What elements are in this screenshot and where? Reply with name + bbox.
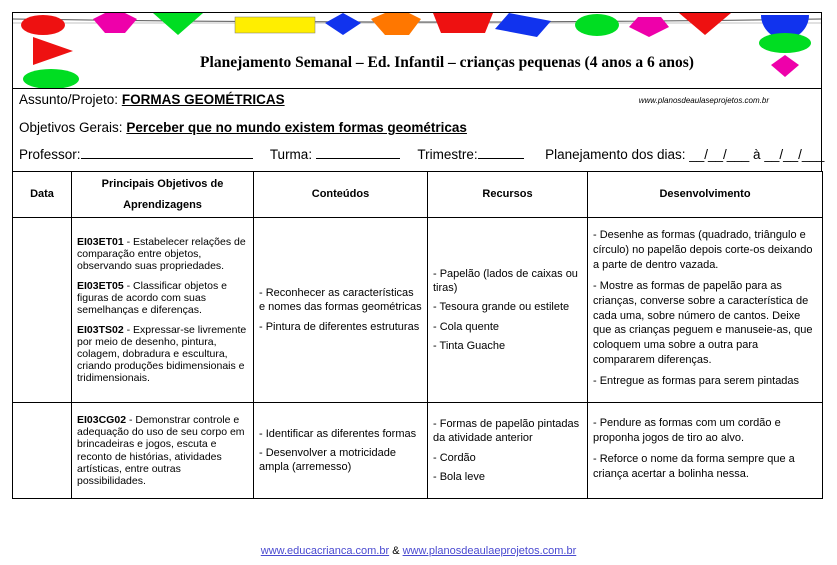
orange-hexagon-shape <box>371 13 421 35</box>
content-item: - Desenvolver a motricidade ampla (arremesso) <box>259 446 396 474</box>
subject-row <box>19 92 285 107</box>
resource-item: - Papelão (lados de caixas ou tiras) <box>433 267 578 295</box>
subject-label: Assunto/Projeto: <box>19 92 119 107</box>
footer-separator: & <box>389 545 403 557</box>
date-cell[interactable] <box>13 218 72 403</box>
resources-cell <box>428 403 588 499</box>
objectives-label: Objetivos Gerais: <box>19 120 123 135</box>
table-row <box>13 403 823 499</box>
resource-item: - Formas de papelão pintadas da atividade anterior <box>433 417 580 445</box>
planning-label: Planejamento dos dias: <box>545 147 686 162</box>
footer-link-educacrianca[interactable]: www.educacrianca.com.br <box>260 545 390 557</box>
red-flag-triangle-shape <box>33 37 73 65</box>
planning-table <box>12 171 823 499</box>
resource-item: - Cordão <box>433 451 476 464</box>
green-oval-shape <box>575 14 619 36</box>
development-item: - Reforce o nome da forma sempre que a criança acertar a bolinha nessa. <box>593 453 795 480</box>
contents-cell <box>254 403 428 499</box>
class-field[interactable] <box>316 147 400 159</box>
resource-item: - Bola leve <box>433 470 485 483</box>
content-item: - Reconhecer as características e nomes das formas geométricas <box>259 287 422 314</box>
header-resources: Recursos <box>428 172 588 218</box>
header-objectives: Principais Objetivos de Aprendizagens <box>72 172 254 218</box>
planning-dates-field[interactable]: __/__/___ à __/__/___ <box>689 147 825 162</box>
development-item: - Entregue as formas para serem pintadas <box>593 374 800 387</box>
blue-diamond-shape <box>325 13 361 35</box>
red-triangle-shape <box>679 13 731 35</box>
objectives-row <box>19 120 467 135</box>
site-watermark: www.planosdeaulaseprojetos.com.br <box>638 96 769 105</box>
resource-item: - Tinta Guache <box>433 339 506 352</box>
footer-link-planos[interactable]: www.planosdeaulaeprojetos.com.br <box>402 545 577 557</box>
teacher-field[interactable] <box>81 147 253 159</box>
red-circle-shape <box>21 15 65 35</box>
header-development: Desenvolvimento <box>588 172 823 218</box>
table-header-row <box>13 172 823 218</box>
development-item: - Pendure as formas com um cordão e proponha jogos de tiro ao alvo. <box>593 417 781 445</box>
blue-parallelogram-shape <box>495 13 551 37</box>
contents-cell <box>254 218 428 403</box>
objectives-cell <box>72 403 254 499</box>
date-cell[interactable] <box>13 403 72 499</box>
green-triangle-shape <box>153 13 203 35</box>
header-contents: Conteúdos <box>254 172 428 218</box>
quarter-field[interactable] <box>478 147 524 159</box>
development-cell <box>588 403 823 499</box>
magenta-hexagon-shape <box>93 13 137 33</box>
objectives-cell <box>72 218 254 403</box>
objective-item: EI03ET05 - Classificar objetos e figuras de acordo com suas semelhanças e diferenças. <box>77 279 227 316</box>
subject-value: FORMAS GEOMÉTRICAS <box>121 92 285 107</box>
fields-row <box>19 147 824 162</box>
development-item: - Desenhe as formas (quadrado, triângulo e círculo) no papelão depois corte-os deixando a parte de dentro vazada. <box>593 229 813 271</box>
quarter-label: Trimestre: <box>417 147 478 162</box>
header-banner <box>12 12 822 88</box>
green-oval-left-shape <box>23 69 79 88</box>
red-trapezoid-shape <box>433 13 493 33</box>
objective-item: EI03CG02 - Demonstrar controle e adequação do uso de seu corpo em brincadeiras e jogos, escuta e reconto de histórias, atividades artísticas, entre outras possibilidades. <box>77 414 245 487</box>
content-item: - Pintura de diferentes estruturas <box>259 320 420 333</box>
geometric-shapes-garland <box>13 13 822 88</box>
content-item: - Identificar as diferentes formas <box>259 427 417 440</box>
objectives-value: Perceber que no mundo existem formas geométricas <box>126 120 467 135</box>
objective-item: EI03TS02 - Expressar-se livremente por meio de desenho, pintura, colagem, dobradura e escultura, criando produções bidimensionais e tridimensionais. <box>77 324 247 385</box>
green-oval-right-shape <box>759 33 811 53</box>
resource-item: - Tesoura grande ou estilete <box>433 301 570 314</box>
objective-item: EI03ET01 - Estabelecer relações de comparação entre objetos, observando suas propriedades. <box>77 235 246 272</box>
development-cell <box>588 218 823 403</box>
resources-cell <box>428 218 588 403</box>
table-row <box>13 218 823 403</box>
yellow-rectangle-shape <box>235 17 315 33</box>
teacher-label: Professor: <box>19 147 81 162</box>
header-date: Data <box>13 172 72 218</box>
magenta-pentagon-shape <box>629 17 669 37</box>
document-title: Planejamento Semanal – Ed. Infantil – crianças pequenas (4 anos a 6 anos) <box>200 54 694 71</box>
development-item: - Mostre as formas de papelão para as crianças, converse sobre a característica de cada uma, sobre número de cantos. Deixe que as crianças peguem e manuseie-as, que coloquem uma sobre a outra para compararem diferenças. <box>593 279 813 367</box>
resource-item: - Cola quente <box>433 320 500 333</box>
info-section <box>12 88 825 172</box>
class-label: Turma: <box>269 147 313 162</box>
footer <box>0 545 837 557</box>
